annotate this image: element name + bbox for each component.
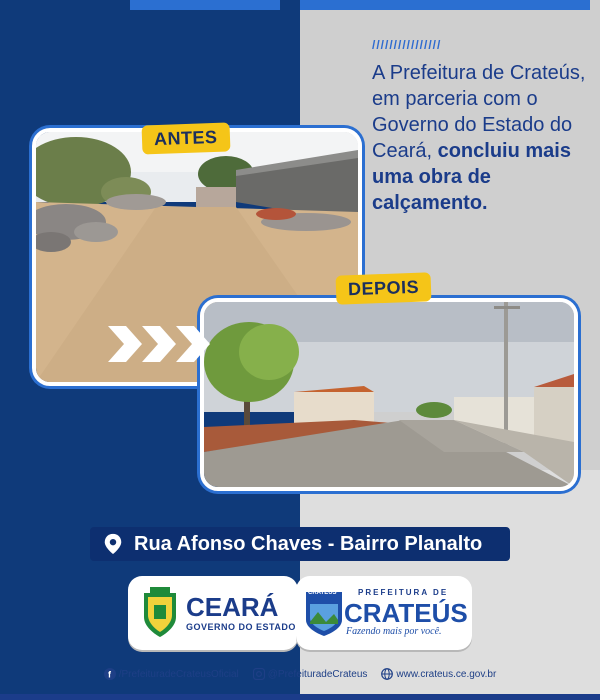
top-accent-bar [130,0,280,10]
ceara-logo-card [128,576,298,650]
after-badge: DEPOIS [336,272,432,304]
after-photo [200,298,578,491]
top-accent-bar-right [300,0,590,10]
prefeitura-label: PREFEITURA DE [358,588,449,597]
crateus-logo-card [296,576,472,650]
facebook-icon [104,668,116,680]
crateus-title: CRATEÚS [344,598,468,628]
crateus-crest-label: CRATEÚS [308,590,337,596]
ceara-shield-icon [140,587,180,639]
ceara-subtitle: GOVERNO DO ESTADO [186,622,296,632]
headline-text [372,60,592,216]
website-link[interactable] [381,668,496,680]
headline-plain: A Prefeitura de Crateús, em parceria com o Governo do Estado do Ceará, [372,62,586,162]
globe-icon [381,668,393,680]
facebook-text: /PrefeituradeCrateusOficial [118,668,239,680]
footer-social-links [0,664,600,684]
ceara-title: CEARÁ [186,592,279,622]
bottom-accent-bar [0,694,600,700]
address-text: Rua Afonso Chaves - Bairro Planalto [134,532,483,555]
website-text: www.crateus.ce.gov.br [396,668,497,680]
instagram-icon [253,668,265,680]
instagram-link[interactable] [253,668,368,680]
map-pin-icon [102,533,124,555]
instagram-text: @PrefeituradeCrateus [267,668,368,680]
headline-bold: concluiu mais uma obra de calçamento. [372,140,571,214]
chevron-arrows-icon [108,324,218,364]
facebook-link[interactable] [104,668,239,680]
crateus-slogan: Fazendo mais por você. [346,626,442,637]
decorative-slashes: //////////////// [372,38,442,52]
svg-text:f: f [107,669,111,680]
before-badge: ANTES [142,122,230,154]
address-banner [90,527,510,561]
after-road-illustration [204,302,574,487]
